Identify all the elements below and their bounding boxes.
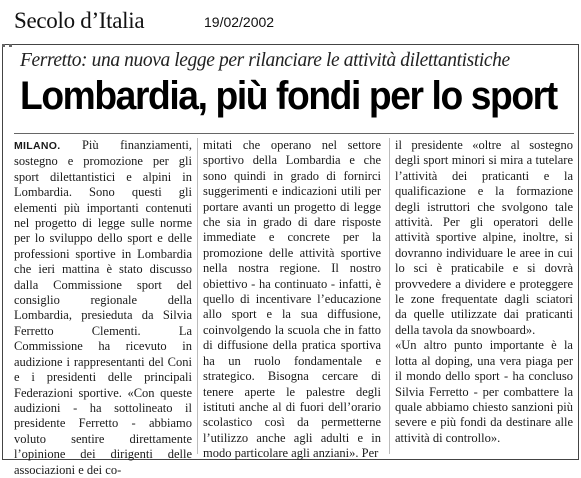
headline-divider — [14, 133, 574, 134]
article-column-3 — [395, 138, 573, 446]
clipping-corner-mark — [2, 44, 12, 53]
column-3-body-b: «Un altro punto importante è la lotta al doping, una vera piaga per il mondo dello sport - ha concluso Silvia Ferretto - per combattere la quale abbiamo chiesto sanzioni più severe e più fondi da destinare alle attività di controllo». — [395, 338, 573, 445]
article-column-2 — [203, 138, 381, 462]
publication-date: 19/02/2002 — [204, 14, 275, 30]
article-column-1 — [14, 138, 192, 478]
masthead — [14, 8, 284, 34]
column-2-body: mitati che operano nel settore sportivo della Lombardia e che sono quindi in grado di fornirci suggerimenti e indicazioni utili per portare avanti un progetto di legge che sia in grado di dare risposte immediate e concrete per la promozione delle attività sportive nella nostra regione. Il nostro obiettivo - ha continuato - infatti, è quello di incentivare l’educazione allo sport e la sua diffusione, coinvolgendo la scuola che in fatto di diffusione della pratica sportiva ha un ruolo fondamentale e strategico. Bisogna cercare di tenere aperte le palestre degli istituti anche al di fuori dell’orario scolastico così da permetterne l’utilizzo anche agli adulti e in modo particolare agli anziani». Per — [203, 138, 381, 461]
column-divider-1 — [197, 138, 198, 454]
article-headline: Lombardia, più fondi per lo sport — [20, 74, 557, 118]
article-kicker: Ferretto: una nuova legge per rilanciare le attività dilettantistiche — [20, 50, 510, 71]
newspaper-name: Secolo d’Italia — [14, 8, 145, 33]
column-divider-2 — [389, 138, 390, 454]
column-1-body: Più finanziamenti, sostegno e promozione per gli sport dilettantistici e alpini in Lombardia. Sono questi gli elementi più importanti contenuti nel progetto di legge sulle norme per lo sviluppo dello sport e delle professioni sportive in Lombardia che ieri mattina è stato discusso dalla Commissione sport del consiglio regionale della Lombardia, presieduta da Silvia Ferretto Clementi. La Commissione ha ricevuto in audizione i rappresentanti del Coni e i presidenti delle principali Federazioni sportive. «Con queste audizioni - ha sottolineato il presidente Ferretto - abbiamo voluto sentire direttamente l’opinione dei dirigenti delle associazioni e dei co- — [14, 138, 192, 477]
dateline: MILANO. — [14, 140, 61, 152]
column-3-body-a: il presidente «oltre al sostegno degli sport minori si mira a tutelare l’attività dei praticanti e la qualificazione e la formazione degli istruttori che svolgono tale attività. Per gli operatori delle attività sportive alpine, inoltre, si dovranno individuare le aree in cui lo sci è praticabile e si dovrà provvedere a dividere e proteggere le zone frequentate dagli sciatori da quelle utilizzate dai praticanti della tavola da snowboard». — [395, 138, 573, 337]
column-1-text — [14, 138, 192, 478]
